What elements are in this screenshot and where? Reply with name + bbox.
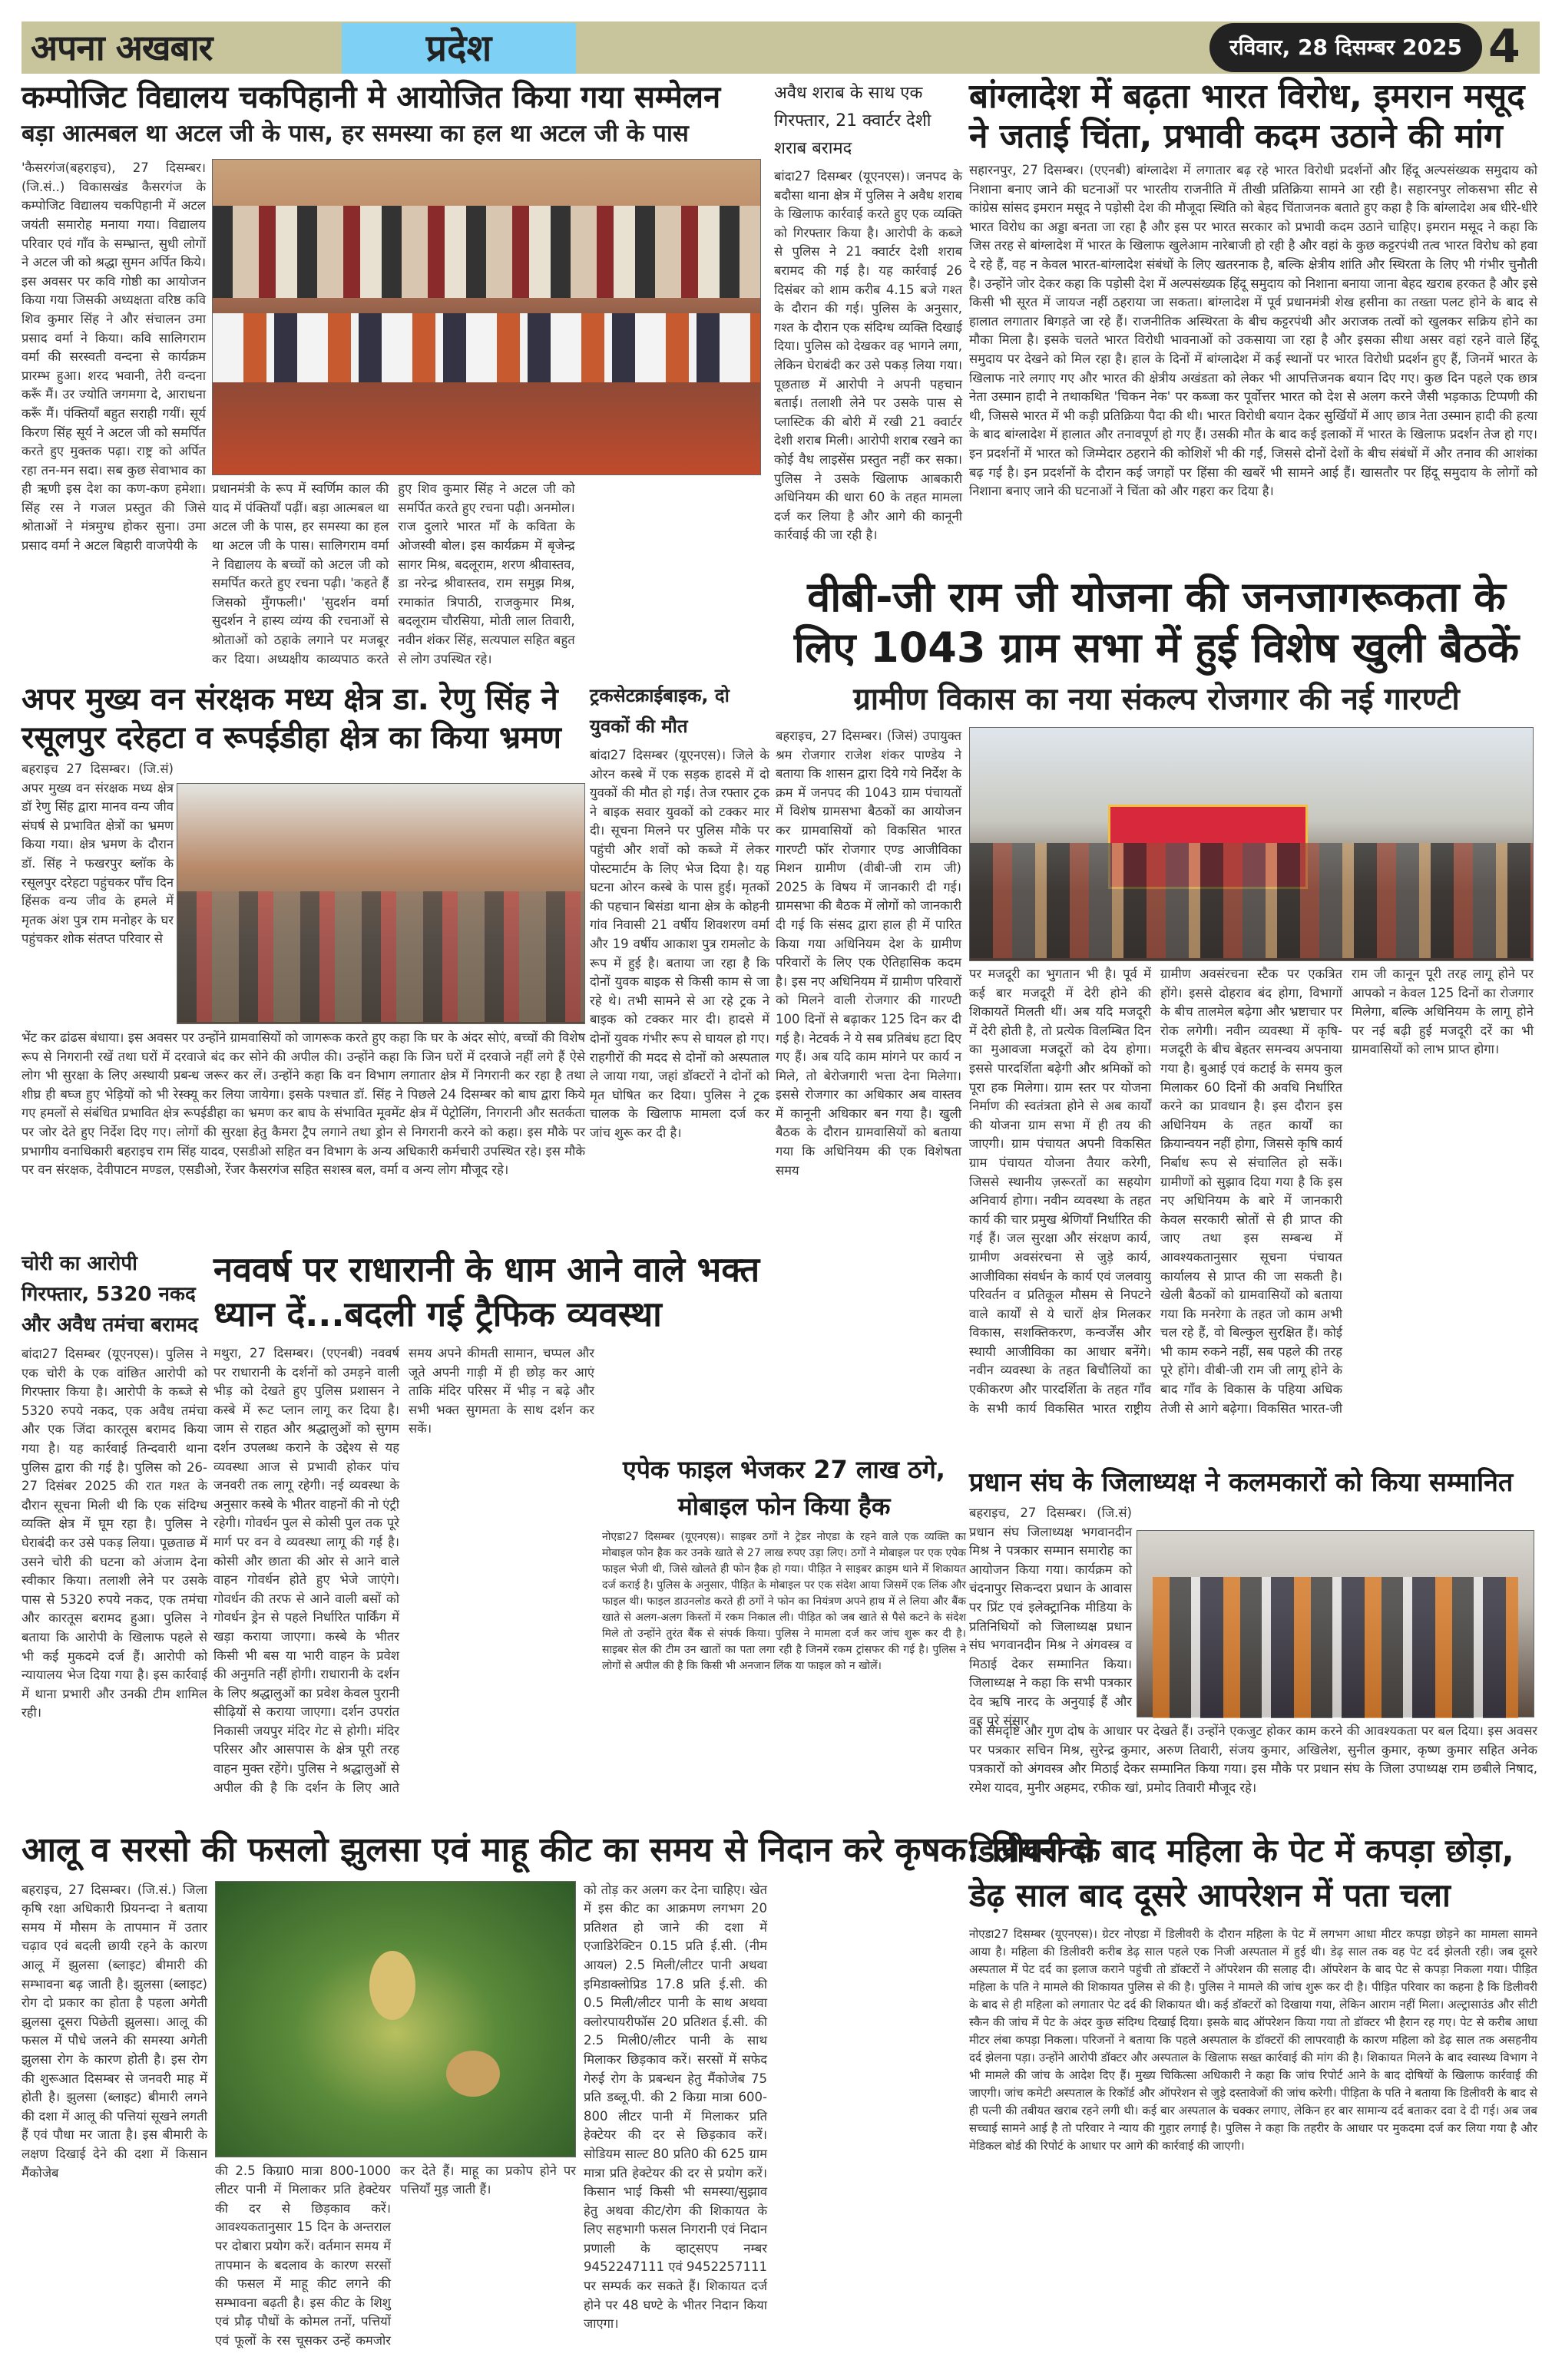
traffic-body: मथुरा, 27 दिसम्बर। (एएनबी) नववर्ष पर राधारानी के दर्शनों को उमड़ने वाली भीड़ को देखते हुए पुलिस प्रशासन ने कस्बे में रूट प्लान लागू कर दिया है। जाम से राहत और श्रद्धालुओं को सुगम दर्शन उपलब्ध कराने के उद्देश्य से यह व्यवस्था आज से प्रभावी होकर पांच जनवरी तक लागू रहेगी। नई व्यवस्था के अनुसार कस्बे के भीतर वाहनों की नो एंट्री रहेगी। गोवर्धन पुल से कोसी पुल तक पूरे मार्ग पर वन वे व्यवस्था लागू की गई है। कोसी और छाता की ओर से आने वाले वाहन गोवर्धन होते हुए भेजे जाएंगे। गोवर्धन की तरफ से आने वाली बसों को गोवर्धन ड्रेन से पहले निर्धारित पार्किंग में खड़ा कराया जाएगा। कस्बे के भीतर किसी भी बस या भारी वाहन के प्रवेश की अनुमति नहीं होगी। राधारानी के दर्शन के लिए श्रद्धालुओं का प्रवेश केवल पुरानी सीढ़ियों से कराया जाएगा। दर्शन उपरांत निकासी जयपुर मंदिर गेट से होगी। मंदिर परिसर और आसपास के क्षेत्र पूरी तरह वाहन मुक्त रहेंगे। पुलिस ने श्रद्धालुओं से अपील की है कि दर्शन के लिए आते समय अपने कीमती सामान, चप्पल और जूते अपनी गाड़ी में ही छोड़ कर आएं ताकि मंदिर परिसर में भीड़ न बढ़े और सभी भक्त सुगमता के साथ दर्शन कर सकें। (213, 1346, 594, 1795)
pradhan-headline: प्रधान संघ के जिलाध्यक्ष ने कलमकारों को किया सम्मानित (969, 1467, 1514, 1498)
atal-body-col1: 'कैसरगंज(बहराइच), 27 दिसम्बर। (जि.सं..) विकासखंड कैसरगंज के कम्पोजिट विद्यालय चकपिहानी में अटल जयंती समारोह मनाया गया। विद्यालय परिवार एवं गाँव के सम्भ्रान्त, सुधी लोगों ने अटल जी को श्रद्धा सुमन अर्पित किये। इस अवसर पर कवि गोष्ठी का आयोजन किया गया जिसकी अध्यक्षता वरिष्ठ कवि शिव कुमार सिंह ने और संचालन उमा प्रसाद वर्मा ने किया। कवि सालिगराम वर्मा की सरस्वती वन्दना से कार्यक्रम प्रारम्भ हुआ। शरद भवानी, तेरी वन्दना करूँ मैं। उर ज्योति जगमगा दे, आराधना करूँ मैं। पंक्तियाँ बहुत सराही गयीं। सूर्य किरण सिंह सूर्य ने अटल जी को समर्पित करते हुए मुक्तक पढ़ा। राष्ट्र को अर्पित रहा तन-मन सदा। सब कुछ सेवाभाव का ही ऋणी इस देश का कण-कण हमेशा। सिंह रस ने गजल प्रस्तुत की जिसे श्रोताओं ने मंत्रमुग्ध होकर सुना। उमा प्रसाद वर्मा ने अटल बिहारी वाजपेयी के (22, 160, 206, 554)
apk-article (602, 1451, 966, 1798)
delivery-body: नोएडा27 दिसम्बर (यूएनएस)। ग्रेटर नोएडा में डिलीवरी के दौरान महिला के पेट में लगभग आधा मीटर कपड़ा छोड़ने का मामला सामने आया है। महिला की डिलीवरी करीब डेढ़ साल पहले एक निजी अस्पताल में हुई थी। डेढ़ साल तक वह पेट दर्द झेलती रही। जब दूसरे अस्पताल में पेट दर्द का इलाज कराने पहुंची तो डॉक्टरों ने ऑपरेशन की सलाह दी। ऑपरेशन के बाद पेट से कपड़ा निकला गया। पीड़ित महिला के पति ने मामले की शिकायत पुलिस से की है। पुलिस ने मामले की जांच शुरू कर दी है। पीड़ित परिवार का कहना है कि डिलीवरी के बाद से ही महिला को लगातार पेट दर्द की शिकायत थी। कई डॉक्टरों को दिखाया गया, लेकिन आराम नहीं मिला। अल्ट्रासाउंड और सीटी स्कैन की जांच में पेट के अंदर कुछ संदिग्ध दिखाई दिया। इसके बाद ऑपरेशन किया गया तो डॉक्टर भी हैरान रह गए। पेट से करीब आधा मीटर लंबा कपड़ा निकला। परिजनों ने बताया कि पहले अस्पताल के डॉक्टरों की लापरवाही के कारण महिला को डेढ़ साल तक असहनीय दर्द झेलना पड़ा। उन्होंने आरोपी डॉक्टर और अस्पताल के खिलाफ सख्त कार्रवाई की मांग की है। शिकायत मिलने के बाद स्वास्थ्य विभाग ने भी मामले की जांच के आदेश दिए हैं। मुख्य चिकित्सा अधिकारी ने कहा कि जांच रिपोर्ट आने के बाद दोषियों के खिलाफ कार्रवाई की जाएगी। जांच कमेटी अस्पताल के रिकॉर्ड और ऑपरेशन से जुड़े दस्तावेजों की जांच करेगी। पीड़िता के पति ने बताया कि डिलीवरी के बाद से ही पत्नी की तबीयत खराब रहने लगी थी। कई बार अस्पताल के चक्कर लगाए, लेकिन हर बार सामान्य दर्द बताकर दवा दे दी गई। अब जब सच्चाई सामने आई है तो परिवार ने न्याय की गुहार लगाई है। पुलिस ने कहा कि तहरीर के आधार पर मुकदमा दर्ज कर लिया गया है और मेडिकल बोर्ड की रिपोर्ट के आधार पर आगे की कार्रवाई की जाएगी। (969, 1927, 1537, 2153)
potato-blight-leaf-photo (215, 1881, 576, 2157)
bangladesh-article (969, 77, 1537, 568)
blight-spot (369, 1951, 415, 2020)
liquor-article (774, 80, 962, 568)
vbg-content (776, 727, 1537, 1434)
apk-headline: एपेक फाइल भेजकर 27 लाख ठगे, मोबाइल फोन किया हैक (623, 1455, 945, 1521)
pradhan-felicitation-photo (1137, 1530, 1534, 1717)
delivery-article (969, 1829, 1537, 2374)
forest-content (22, 760, 586, 1245)
pradhan-content (969, 1504, 1537, 1798)
theft-body: बांदा27 दिसम्बर (यूएनएस)। पुलिस ने एक चोरी के एक वांछित आरोपी को गिरफ्तार किया है। आरोपी के कब्जे से 5320 रुपये नकद, एक अवैध तमंचा और एक जिंदा कारतूस बरामद किया गया है। यह कार्रवाई तिन्दवारी थाना पुलिस द्वारा की गई है। पुलिस को 26-27 दिसंबर 2025 की रात गश्त के दौरान सूचना मिली थी कि एक संदिग्ध व्यक्ति क्षेत्र में घूम रहा है। पुलिस ने घेराबंदी कर उसे पकड़ लिया। पूछताछ में उसने चोरी की घटना को अंजाम देना स्वीकार किया। तलाशी लेने पर उसके पास से 5320 रुपये नकद, एक तमंचा और कारतूस बरामद हुआ। पुलिस ने बताया कि आरोपी के खिलाफ पहले से भी कई मुकदमे दर्ज हैं। आरोपी को न्यायालय भेज दिया गया है। इस कार्रवाई में थाना प्रभारी और उनकी टीम शामिल रही। (22, 1347, 207, 1721)
traffic-headline: नववर्ष पर राधारानी के धाम आने वाले भक्त ध्यान दें...बदली गई ट्रैफिक व्यवस्था (213, 1249, 760, 1334)
atal-body-col2: प्रधानमंत्री के रूप में स्वर्णिम काल की याद में पंक्तियाँ पढ़ीं। बड़ा आत्मबल था अटल जी के पास, हर समस्या का हल था अटल जी के पास। सालिगराम वर्मा ने विद्यालय के बच्चों को अटल जी को समर्पित करते हुए रचना पढ़ी। 'कहते हैं जिसको मुँगफली।' 'सुदर्शन वर्मा सुदर्शन ने हास्य व्यंग्य की रचनाओं से श्रोताओं को ठहाके लगाने पर मजबूर कर दिया। अध्यक्षीय काव्यपाठ करते हुए शिव कुमार सिंह ने अटल जी को समर्पित करते हुए रचना पढ़ी। अनमोल। राज दुलारे भारत माँ के कविता के ओजस्वी बोल। इस कार्यक्रम में बृजेन्द्र सागर मिश्र, बदलूराम, शरण श्रीवास्तव, डा नरेन्द्र श्रीवास्तव, राम समुझ मिश्र, रमाकांत त्रिपाठी, राजकुमार मिश्र, बदलूराम चौरसिया, मोती लाल तिवारी, नवीन शंकर सिंह, सत्यपाल सहित बहुत से लोग उपस्थित रहे। (212, 481, 575, 666)
apk-body: नोएडा27 दिसम्बर (यूएनएस)। साइबर ठगों ने ट्रेडर नोएडा के रहने वाले एक व्यक्ति का मोबाइल फोन हैक कर उनके खाते से 27 लाख रुपए उड़ा लिए। ठगों ने मोबाइल पर एक एपेक फाइल भेजी थी, जिसे खोलते ही फोन हैक हो गया। पीड़ित ने साइबर क्राइम थाने में शिकायत दर्ज कराई है। पुलिस के अनुसार, पीड़ित के मोबाइल पर एक संदेश आया जिसमें एक लिंक और फाइल थी। फाइल डाउनलोड करते ही ठगों ने फोन का नियंत्रण अपने हाथ में ले लिया और बैंक खाते से अलग-अलग किस्तों में रकम निकाल ली। पीड़ित को जब खाते से पैसे कटने के संदेश मिले तो उन्होंने तुरंत बैंक से संपर्क किया। पुलिस ने मामला दर्ज कर जांच शुरू कर दी है। साइबर सेल की टीम उन खातों का पता लगा रही है जिनमें रकम ट्रांसफर की गई है। पुलिस ने लोगों से अपील की है कि किसी भी अनजान लिंक या फाइल को न खोलें। (602, 1531, 966, 1672)
honorees (1153, 1577, 1518, 1718)
potato-body-col3: को तोड़ कर अलग कर देना चाहिए। खेत में इस कीट का आक्रमण लगभग 20 प्रतिशत हो जाने की दशा में एजाडिरेक्टिन 0.15 प्रति ई.सी. (नीम आयल) 2.5 मिली/लीटर पानी अथवा इमिडाक्लोप्रिड 17.8 प्रति ई.सी. की 0.5 मिली/लीटर पानी के साथ अथवा क्लोरपायरीफॉस 20 प्रतिशत ई.सी. की 2.5 मिली0/लीटर पानी के साथ मिलाकर छिड़काव करें। सरसों में सफेद गेरुई रोग के प्रबन्धन हेतु मैंकोजेब 75 प्रति डब्लू.पी. की 2 किग्रा मात्रा 600-800 लीटर पानी में मिलाकर प्रति हेक्टेयर की दर से छिड़काव करें। सोडियम साल्ट 80 प्रति0 की 625 ग्राम मात्रा प्रति हेक्टेयर की दर से प्रयोग करें। किसान भाई किसी भी समस्या/सुझाव हेतु अथवा कीट/रोग की शिकायत के लिए सहभागी फसल निगरानी एवं निदान प्रणाली के व्हाट्सएप नम्बर 9452247111 एवं 9452257111 पर सम्पर्क कर सकते हैं। शिकायत दर्ज होने पर 48 घण्टे के भीतर निदान किया जाएगा। (584, 1882, 767, 2332)
vbg-article (776, 572, 1537, 1434)
vbg-body-col1: बहराइच, 27 दिसम्बर। (जिसं) उपायुक्त श्रम रोजगार राजेश शंकर पाण्डेय ने बताया कि शासन द्वारा दिये गये निर्देश के क्रम में जनपद की 1043 ग्राम पंचायतों में विशेष ग्रामसभा बैठकों का आयोजन कर ग्रामवासियों को विकसित भारत गारण्टी फॉर रोजगार एण्ड आजीविका मिशन ग्रामीण (वीबी-जी राम जी) 2025 के विषय में जानकारी दी गई। ग्रामसभा की बैठक में लोगों को जानकारी दी गई कि संसद द्वारा हाल ही में पारित किया गया अधिनियम देश के ग्रामीण परिवारों के लिए एक ऐतिहासिक कदम है। इस नए अधिनियम में ग्रामीण परिवारों को मिलने वाली रोजगार की गारण्टी 100 दिनों से बढ़ाकर 125 दिन कर दी गई है। नेटवर्क ने ये सब प्रतिबंध हटा दिए गए हैं। अब यदि काम मांगने पर कार्य न मिले, तो बेरोजगारी भत्ता देना मिलेगा। इससे रोजगार का अधिकार अब वास्तव में कानूनी अधिकार बन गया है। खुली बैठक के दौरान ग्रामवासियों को बताया गया कि अधिनियम की एक विशेषता समय (776, 729, 961, 1178)
certificates-row (213, 313, 760, 382)
atal-headline: कम्पोजिट विद्यालय चकपिहानी मे आयोजित किया गया सम्मेलन (22, 80, 721, 115)
page-number: 4 (1488, 20, 1520, 74)
atal-event-photo (212, 159, 761, 475)
truck-headline: ट्रकसेटक्राईबाइक, दो युवकों की मौत (590, 685, 730, 737)
liquor-body: बांदा27 दिसम्बर (यूएनएस)। जनपद के बदौसा थाना क्षेत्र में पुलिस ने अवैध शराब के खिलाफ कार्रवाई करते हुए एक व्यक्ति को गिरफ्तार किया है। आरोपी के कब्जे से पुलिस ने 21 क्वार्टर देशी शराब बरामद की गई है। यह कार्रवाई 26 दिसंबर को शाम करीब 4.15 बजे गश्त के दौरान की गई। पुलिस के अनुसार, गश्त के दौरान एक संदिग्ध व्यक्ति दिखाई दिया। पुलिस को देखकर वह भागने लगा, लेकिन घेराबंदी कर उसे पकड़ लिया गया। पूछताछ में आरोपी ने अपनी पहचान बताई। तलाशी लेने पर उसके पास से प्लास्टिक की बोरी में रखी 21 क्वार्टर देशी शराब मिली। आरोपी शराब रखने का कोई वैध लाइसेंस प्रस्तुत नहीं कर सका। पुलिस ने उसके खिलाफ आबकारी अधिनियम की धारा 60 के तहत मामला दर्ज कर लिया है और आगे की कानूनी कार्रवाई की जा रही है। (774, 169, 962, 543)
date-pill: रविवार, 28 दिसम्बर 2025 (1209, 23, 1482, 72)
forest-visit-photo (177, 783, 585, 1024)
forest-headline: अपर मुख्य वन संरक्षक मध्य क्षेत्र डा. रेणु सिंह ने रसूलपुर दरेहटा व रूपईडीहा क्षेत्र का किया भ्रमण (22, 682, 561, 755)
atal-subheadline: बड़ा आत्मबल था अटल जी के पास, हर समस्या का हल था अटल जी के पास (22, 120, 689, 147)
truck-article (590, 680, 769, 1245)
potato-content (22, 1881, 961, 2374)
truck-body: बांदा27 दिसम्बर (यूएनएस)। जिले के ओरन कस्बे में एक सड़क हादसे में दो युवकों की मौत हो गई। तेज रफ्तार ट्रक ने बाइक सवार युवकों को टक्कर मार दी। सूचना मिलने पर पुलिस मौके पर पहुंची और शवों को कब्जे में लेकर पोस्टमार्टम के लिए भेज दिया है। यह घटना ओरन कस्बे के पास हुई। मृतकों की पहचान बिसंडा थाना क्षेत्र के कोहनी गांव निवासी 21 वर्षीय शिवशरण वर्मा और 19 वर्षीय आकाश पुत्र रामलोट के रूप में हुई है। बताया जा रहा है कि दोनों युवक बाइक से किसी काम से जा रहे थे। तभी सामने से आ रहे ट्रक ने बाइक को टक्कर मार दी। हादसे में दोनों युवक गंभीर रूप से घायल हो गए। राहगीरों की मदद से दोनों को अस्पताल ले जाया गया, जहां डॉक्टरों ने दोनों को मृत घोषित कर दिया। पुलिस ने ट्रक चालक के खिलाफ मामला दर्ज कर जांच शुरू कर दी है। (590, 748, 769, 1140)
vbg-headline: वीबी-जी राम जी योजना की जनजागरूकता के लिए 1043 ग्राम सभा में हुई विशेष खुली बैठकें (793, 573, 1520, 672)
forest-body-col2: भेंट कर ढांढस बंधाया। इस अवसर पर उन्होंने ग्रामवासियों को जागरूक करते हुए कहा कि घर के अंदर सोएं, बच्चों की विशेष रूप से निगरानी रखें तथा घरों में दरवाजे बंद कर सोने की अपील की। उन्होंने कहा कि जिन घरों में दरवाजे नहीं लगे हैं ऐसे लोग भी सुरक्षा के लिए अस्थायी प्रबन्ध जरूर कर लें। उन्होंने कहा कि वन विभाग लगातार क्षेत्र में निगरानी कर रहा है तथा शीघ्र ही बघ्ज हुए भेड़ियों को भी रेस्क्यू कर लिया जायेगा। इसके पश्चात डॉ. सिंह ने पिछले 24 दिसम्बर को बाघ द्वारा किये गए हमलों से संबंधित प्रभावित क्षेत्र रूपईडीहा का भ्रमण कर बाघ के संभावित मूवमेंट क्षेत्र में पेट्रोलिंग, निगरानी और सतर्कता पर जोर देते हुए निर्देश दिए गए। लोगों की सुरक्षा हेतु कैमरा ट्रैप लगाने तथा ड्रोन से निगरानी करने को कहा। इस मौके पर प्रभागीय वनाधिकारी बहराइच राम सिंह यादव, एसडीओ सहित वन विभाग के अन्य अधिकारी कर्मचारी उपस्थित रहे। इस मौके पर वन संरक्षक, देवीपाटन मण्डल, एसडीओ, रेंजर कैसरगंज सहित सशस्त्र बल, वर्मा व अन्य लोग मौजूद रहे। (22, 1030, 585, 1178)
theft-article (22, 1248, 207, 1798)
potato-article (22, 1830, 1096, 2374)
delivery-headline: डिलीवरी के बाद महिला के पेट में कपड़ा छोड़ा, डेढ़ साल बाद दूसरे आपरेशन में पता चला (969, 1832, 1514, 1914)
bangladesh-body: सहारनपुर, 27 दिसम्बर। (एएनबी) बांग्लादेश में लगातार बढ़ रहे भारत विरोधी प्रदर्शनों और हिंदू अल्पसंख्यक समुदाय को निशाना बनाए जाने की घटनाओं पर भारतीय राजनीति में तीखी प्रतिक्रिया सामने आ रही है। सहारनपुर लोकसभा सीट से कांग्रेस सांसद इमरान मसूद ने पड़ोसी देश की मौजूदा स्थिति को बेहद चिंताजनक बताते हुए कहा है कि बांग्लादेश अब धीरे-धीरे भारत विरोध का अड्डा बनता जा रहा है और इस पर भारत सरकार को प्रभावी कदम उठाने चाहिए। इमरान मसूद ने कहा कि जिस तरह से बांग्लादेश में भारत के खिलाफ खुलेआम नारेबाजी हो रही है और वहां के कुछ कट्टरपंथी तत्व भारत विरोध को हवा दे रहे हैं, वह न केवल भारत-बांग्लादेश संबंधों के लिए खतरनाक है, बल्कि क्षेत्रीय शांति और स्थिरता के लिए भी गंभीर चुनौती है। उन्होंने जोर देकर कहा कि पड़ोसी देश में अल्पसंख्यक हिंदू समुदाय को निशाना बनाया जाना बेहद खराब हरकत है और इसे किसी भी सूरत में जायज नहीं ठहराया जा सकता। बांग्लादेश में पूर्व प्रधानमंत्री शेख हसीना का तख्ता पलट होने के बाद से हालात लगातार बिगड़ते जा रहे हैं। राजनीतिक अस्थिरता के बीच कट्टरपंथी और अराजक तत्वों को खुलकर सक्रिय होने का मौका मिला है। इसके चलते भारत विरोधी भावनाओं को उकसाया जा रहा है और इसका सीधा असर वहां रहने वाले हिंदू समुदाय पर देखने को मिल रहा है। हाल के दिनों में बांग्लादेश में कई स्थानों पर भारत विरोधी प्रदर्शन हुए हैं, जिनमें भारत के खिलाफ नारे लगाए गए और भारत की क्षेत्रीय अखंडता को लेकर भी आपत्तिजनक बयान दिए गए। कुछ दिन पहले एक छात्र नेता उस्मान हादी ने तथाकथित 'चिकन नेक' पर कब्जा कर पूर्वोत्तर भारत को देश से अलग करने जैसी भड़काऊ टिप्पणी की थी, जिससे भारत में भी कड़ी प्रतिक्रिया पैदा की थी। भारत विरोधी बयान देकर सुर्खियों में आए छात्र नेता उस्मान हादी की हत्या के बाद बांग्लादेश में हालात और तनावपूर्ण हो गए हैं। उसकी मौत के बाद कई इलाकों में भारत के खिलाफ प्रदर्शन तेज हो गए। इन प्रदर्शनों में भारत को जिम्मेदार ठहराने की कोशिशें भी की गईं, जिससे दोनों देशों के बीच संबंधों में और तनाव की आशंका बढ़ गई है। इन प्रदर्शनों के दौरान कई जगहों पर हिंसा की खबरें भी सामने आई हैं। खासतौर पर हिंदू समुदाय के लोगों को निशाना बनाए जाने की घटनाओं ने चिंता को और गहरा कर दिया है। (969, 163, 1537, 499)
atal-article (22, 80, 770, 677)
bangladesh-headline: बांग्लादेश में बढ़ता भारत विरोध, इमरान मसूद ने जताई चिंता, प्रभावी कदम उठाने की मांग (969, 77, 1525, 156)
vbg-meeting-photo (969, 727, 1534, 961)
blight-spot (446, 2051, 500, 2097)
officials-group (177, 891, 584, 1022)
atal-content (22, 159, 770, 677)
pradhan-body-col1: बहराइच, 27 दिसम्बर। (जि.सं) प्रधान संघ जिलाध्यक्ष भगवानदीन मिश्र ने पत्रकार सम्मान समारोह का आयोजन किया गया। कार्यक्रम को चंदनापुर सिकन्दरा प्रधान के आवास पर प्रिंट एवं इलेक्ट्रानिक मीडिया के प्रतिनिधियों को जिलाध्यक्ष प्रधान संघ भगवानदीन मिश्र ने अंगवस्त्र व मिठाई देकर सम्मानित किया। जिलाध्यक्ष ने कहा कि सभी पत्रकार देव ऋषि नारद के अनुयाई हैं और वह पूरे संसार (969, 1506, 1132, 1728)
pradhan-article (969, 1468, 1537, 1798)
vbg-body-col2: पर मजदूरी का भुगतान भी है। पूर्व में कई बार मजदूरी में देरी होने की शिकायतें मिलती थीं। अब यदि मजदूरी में देरी होती है, तो प्रत्येक विलम्बित दिन का मुआवजा मजदूरों को देय होगा। इससे पारदर्शिता बढ़ेगी और श्रमिकों को पूरा हक मिलेगा। ग्राम स्तर पर योजना निर्माण की स्वतंत्रता होने से अब कार्यों की योजना ग्राम सभा में ही तय की जाएगी। ग्राम पंचायत अपनी विकसित ग्राम पंचायत योजना तैयार करेगी, जिससे स्थानीय ज़रूरतों का सहयोग अनिवार्य होगा। नवीन व्यवस्था के तहत कार्य की चार प्रमुख श्रेणियाँ निर्धारित की गई हैं। जल सुरक्षा और संरक्षण कार्य, ग्रामीण अवसंरचना से जुड़े कार्य, आजीविका संवर्धन के कार्य एवं जलवायु परिवर्तन व प्रतिकूल मौसम से निपटने वाले कार्यों से ये चारों क्षेत्र मिलकर विकास, सशक्तिकरण, कन्वर्जेंस और स्थायी आजीविका का आधार बनेंगे। नवीन व्यवस्था के तहत बिचौलियों का एकीकरण और पारदर्शिता के तहत गाँव के सभी कार्य विकसित भारत राष्ट्रीय ग्रामीण अवसंरचना स्टैक पर एकत्रित होंगे। इससे दोहराव बंद होगा, विभागों के बीच तालमेल बढ़ेगा और भ्रष्टाचार पर रोक लगेगी। नवीन व्यवस्था में कृषि-मजदूरी के बीच बेहतर समन्वय अपनाया गया है। बुआई एवं कटाई के समय कुल मिलाकर 60 दिनों की अवधि निर्धारित करने का प्रावधान है। इस दौरान इस अधिनियम के तहत कार्यों का क्रियान्वयन नहीं होगा, जिससे कृषि कार्य निर्बाध रूप से संचालित हो सकें। ग्रामीणों को सुझाव दिया गया है कि इस नए अधिनियम के बारे में जानकारी केवल सरकारी स्रोतों से ही प्राप्त की जाए तथा इस सम्बन्ध में आवश्यकतानुसार सूचना पंचायत कार्यालय से प्राप्त की जा सकती है। खेली बैठकों को ग्रामवासियों को बताया गया कि मनरेगा के तहत जो काम अभी चल रहे हैं, वो बिल्कुल सुरक्षित हैं। कोई भी काम रुकने नहीं, सब पहले की तरह पूरे होंगे। वीबी-जी राम जी लागू होने के बाद गाँव के विकास के पहिया अधिक तेजी से आगे बढ़ेगा। विकसित भारत-जी राम जी कानून पूरी तरह लागू होने पर आपको न केवल 125 दिनों का रोजगार मिलेगा, बल्कि अधिनियम के लागू होने पर नई बढ़ी हुई मजदूरी दरें का भी ग्रामवासियों को लाभ प्राप्त होगा। (969, 967, 1534, 1416)
liquor-headline: अवैध शराब के साथ एक गिरफ्तार, 21 क्वार्टर देशी शराब बरामद (774, 84, 931, 158)
potato-body-col1: बहराइच, 27 दिसम्बर। (जि.सं.) जिला कृषि रक्षा अधिकारी प्रियनन्दा ने बताया समय में मौसम के तापमान में उतार चढ़ाव एवं बदली छायी रहने के कारण आलू में झुलसा (ब्लाइट) बीमारी की सम्भावना बढ़ जाती है। झुलसा (ब्लाइट) रोग दो प्रकार का होता है पहला अगेती झुलसा दूसरा पिछेती झुलसा। आलू की फसल में पौधे जलने की समस्या अगेती झुलसा रोग के कारण होती है। इस रोग की शुरूआत दिसम्बर से जनवरी माह में होती है। झुलसा (ब्लाइट) बीमारी लगने की दशा में आलू की पत्तियां सूखने लगती हैं एवं पौधा मर जाता है। इस बीमारी के लक्षण दिखाई देने की दशा में किसान मैंकोजेब (22, 1882, 207, 2180)
section-label: प्रदेश (342, 23, 576, 74)
vbg-subheadline: ग्रामीण विकास का नया संकल्प रोजगार की नई गारण्टी (853, 682, 1460, 717)
theft-headline: चोरी का आरोपी गिरफ्तार, 5320 नकद और अवैध तमंचा बरामद (22, 1252, 198, 1337)
villagers (970, 843, 1533, 958)
pradhan-body-col2: को समदृष्टि और गुण दोष के आधार पर देखते हैं। उन्होंने एकजुट होकर काम करने की आवश्यकता पर बल दिया। इस अवसर पर पत्रकार सचिन मिश्र, सुरेन्द्र कुमार, अरुण तिवारी, संजय कुमार, अखिलेश, सुनील कुमार, कृष्ण कुमार सहित अनेक पत्रकारों को अंगवस्त्र और मिठाई देकर सम्मानित किया गया। इस मौके पर प्रधान संघ के जिला उपाध्यक्ष राम छबीले निषाद, रमेश यादव, मुनीर अहमद, रफीक खां, प्रमोद तिवारी मौजूद रहे। (969, 1724, 1537, 1795)
forest-body-col1: बहराइच 27 दिसम्बर। (जि.सं) अपर मुख्य वन संरक्षक मध्य क्षेत्र डॉ रेणु सिंह द्वारा मानव वन्य जीव संघर्ष से प्रभावित क्षेत्रों का भ्रमण किया गया। क्षेत्र भ्रमण के दौरान डॉ. सिंह ने फखरपुर ब्लॉक के रसूलपुर दरेहटा पहुंचकर पाँच दिन हिंसक वन्य जीव के हमले में मृतक अंश पुत्र राम मनोहर के घर पहुंचकर शोक संतप्त परिवार से (22, 762, 174, 947)
potato-headline: आलू व सरसो की फसलो झुलसा एवं माहू कीट का समय से निदान करे कृषक: प्रियनन्दा (22, 1830, 1096, 1869)
potato-body-col2: की 2.5 किग्रा0 मात्रा 800-1000 लीटर पानी में मिलाकर प्रति हेक्टेयर की दर से छिड़काव करें। आवश्यकतानुसार 15 दिन के अन्तराल पर दोबारा प्रयोग करें। वर्तमान समय में तापमान के बदलाव के कारण सरसों की फसल में माहू कीट लगने की सम्भावना बढ़ती है। इस कीट के शिशु एवं प्रौढ़ पौधों के कोमल तनों, पत्तियों एवं फूलों के रस चूसकर उन्हें कमजोर कर देते हैं। माहू का प्रकोप होने पर पत्तियाँ मुड़ जाती हैं। (215, 2163, 576, 2348)
forest-article (22, 680, 586, 1245)
people-row (213, 206, 760, 298)
paper-name: अपना अखबार (31, 27, 213, 68)
